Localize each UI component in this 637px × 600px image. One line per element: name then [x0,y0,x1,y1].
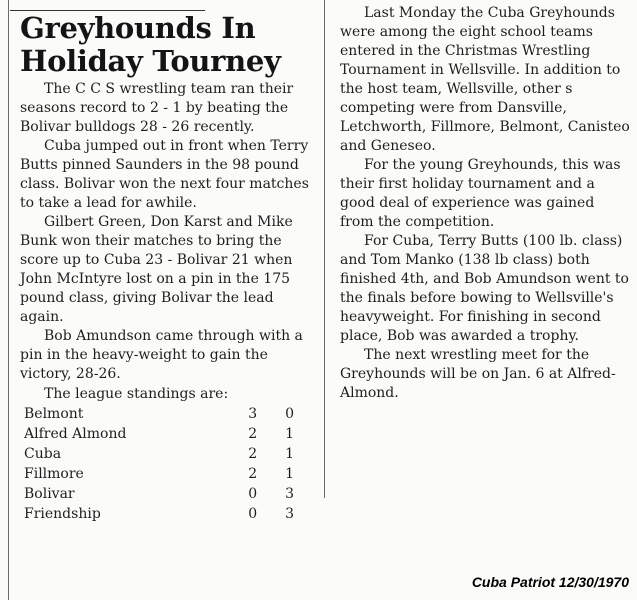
team-name: Bolivar [24,486,75,502]
headline [20,12,320,78]
left-column [10,0,320,600]
table-row [24,484,294,504]
team-name: Belmont [24,406,84,422]
wins: 2 [248,446,258,462]
table-row [24,404,294,424]
wins: 0 [248,506,258,522]
paragraph: Last Monday the Cuba Greyhounds were among the eight school teams entered in the Christmas Wrestling Tournament in Wellsville. In addition to the host team, Wellsville, other s competing were from Dansville, Letchworth, Fillmore, Belmont, Canisteo and Geneseo. [340,5,630,154]
table-row [24,444,294,464]
paragraph: Gilbert Green, Don Karst and Mike Bunk won their matches to bring the score up to Cuba 23 - Bolivar 21 when John McIntyre lost on a pin in the 175 pound class, giving Bolivar the lead again. [20,214,293,325]
standings-table [24,404,294,524]
losses: 0 [285,406,294,422]
wins: 3 [248,406,258,422]
team-name: Fillmore [24,466,84,482]
wins: 0 [248,486,258,502]
paragraph: The next wrestling meet for the Greyhounds will be on Jan. 6 at Alfred-Almond. [340,347,616,401]
team-name: Alfred Almond [24,426,127,442]
left-column-rule [8,0,9,600]
losses: 1 [285,426,294,442]
paragraph: Cuba jumped out in front when Terry Butts pinned Saunders in the 98 pound class. Bolivar won the next four matches to take a lead for awhile. [20,138,309,211]
paragraph: Bob Amundson came through with a pin in the heavy-weight to gain the victory, 28-26. [20,328,303,382]
headline-line-2: Holiday Tourney [20,44,281,78]
wins: 2 [248,466,258,482]
table-row [24,424,294,444]
standings-intro: The league standings are: [44,386,229,402]
losses: 3 [285,506,294,522]
source-caption: Cuba Patriot 12/30/1970 [471,574,629,590]
team-name: Cuba [24,446,62,462]
team-name: Friendship [24,506,101,522]
losses: 3 [285,486,294,502]
paragraph: For the young Greyhounds, this was their first holiday tournament and a good deal of experience was gained from the competition. [340,157,621,230]
column-divider [324,0,325,498]
table-row [24,504,294,524]
paragraph: For Cuba, Terry Butts (100 lb. class) and Tom Manko (138 lb class) both finished 4th, and Bob Amundson went to the finals before bowing to Wellsville's heavyweight. For finishing in second place, Bob was awarded a trophy. [340,233,629,344]
wins: 2 [248,426,258,442]
headline-line-1: Greyhounds In [20,11,256,45]
losses: 1 [285,466,294,482]
table-row [24,464,294,484]
losses: 1 [285,446,294,462]
paragraph: The C C S wrestling team ran their seasons record to 2 - 1 by beating the Bolivar bulldogs 28 - 26 recently. [20,81,294,135]
right-column [336,0,636,500]
